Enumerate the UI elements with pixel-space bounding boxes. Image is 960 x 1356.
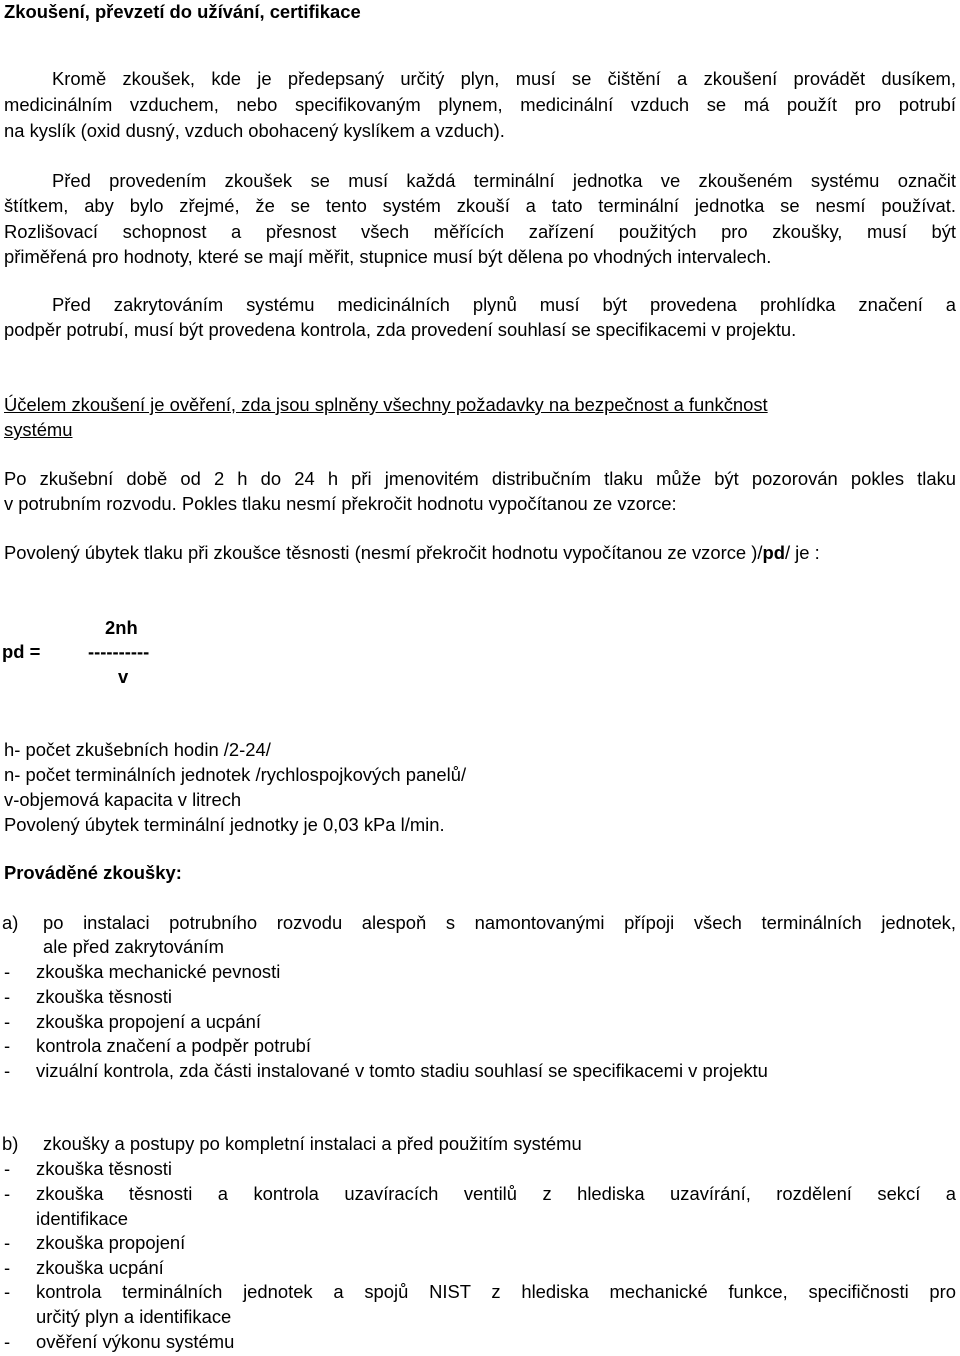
section-a-line-1: po instalaci potrubního rozvodu alespoň s namontovanými přípoji všech terminálních jednotek,: [43, 912, 956, 933]
legend-v: v-objemová kapacita v litrech: [4, 789, 242, 810]
paragraph-2-line-2: štítkem, aby bylo zřejmé, že se tento systém zkouší a tato terminální jednotka se nesmí používat.: [4, 195, 956, 216]
paragraph-1-line-1: Kromě zkoušek, kde je předepsaný určitý plyn, musí se čištění a zkoušení provádět dusíkem,: [52, 68, 956, 89]
legend-h: h- počet zkušebních hodin /2-24/: [4, 739, 271, 760]
section-a-marker: a): [2, 912, 19, 933]
purpose-line-2: systému: [4, 419, 73, 440]
purpose-line-1: Účelem zkoušení je ověření, zda jsou splněny všechny požadavky na bezpečnost a funkčnost: [4, 394, 768, 415]
paragraph-2-line-1: Před provedením zkoušek se musí každá terminální jednotka ve zkoušeném systému označit: [52, 170, 956, 191]
paragraph-3-line-1: Před zakrytováním systému medicinálních plynů musí být provedena prohlídka značení a: [52, 294, 956, 315]
paragraph-3-line-2: podpěr potrubí, musí být provedena kontrola, zda provedení souhlasí se specifikacemi v projektu.: [4, 319, 797, 340]
paragraph-1-line-3: na kyslík (oxid dusný, vzduch obohacený kyslíkem a vzduch).: [4, 120, 505, 141]
formula-fraction-bar: ----------: [88, 641, 150, 662]
allowed-pressure-drop-line: [4, 544, 820, 562]
paragraph-2-line-4: přiměřená pro hodnoty, které se mají měřit, stupnice musí být dělena po vhodných intervalech.: [4, 246, 772, 267]
paragraph-1-line-2: medicinálním vzduchem, nebo specifikovaným plynem, medicinální vzduch se má použít pro potrubí: [4, 94, 956, 115]
allowed-pressure-drop-suffix: / je :: [784, 542, 820, 563]
formula-denominator: v: [118, 666, 129, 687]
paragraph-4-line-1: Po zkušební době od 2 h do 24 h při jmenovitém distribučním tlaku může být pozorován pokles tlaku: [4, 468, 956, 489]
pd-symbol: pd: [762, 542, 785, 563]
formula-numerator: 2nh: [105, 617, 138, 638]
paragraph-4-line-2: v potrubním rozvodu. Pokles tlaku nesmí překročit hodnotu vypočítanou ze vzorce:: [4, 493, 677, 514]
section-b-line-1: zkoušky a postupy po kompletní instalaci a před použitím systému: [43, 1133, 582, 1154]
paragraph-2-line-3: Rozlišovací schopnost a přesnost všech měřících zařízení použitých pro zkoušky, musí být: [4, 221, 956, 242]
allowed-pressure-drop-text: Povolený úbytek tlaku při zkoušce těsnosti (nesmí překročit hodnotu vypočítanou ze vzorce )/: [4, 542, 763, 563]
tests-heading: Prováděné zkoušky:: [4, 862, 182, 883]
document-heading: Zkoušení, převzetí do užívání, certifikace: [4, 1, 361, 22]
legend-n: n- počet terminálních jednotek /rychlospojkových panelů/: [4, 764, 467, 785]
section-a-line-2: ale před zakrytováním: [43, 936, 224, 957]
legend-allowed-drop: Povolený úbytek terminální jednotky je 0,03 kPa l/min.: [4, 814, 445, 835]
section-b-marker: b): [2, 1133, 19, 1154]
formula-lhs: pd =: [2, 641, 41, 662]
